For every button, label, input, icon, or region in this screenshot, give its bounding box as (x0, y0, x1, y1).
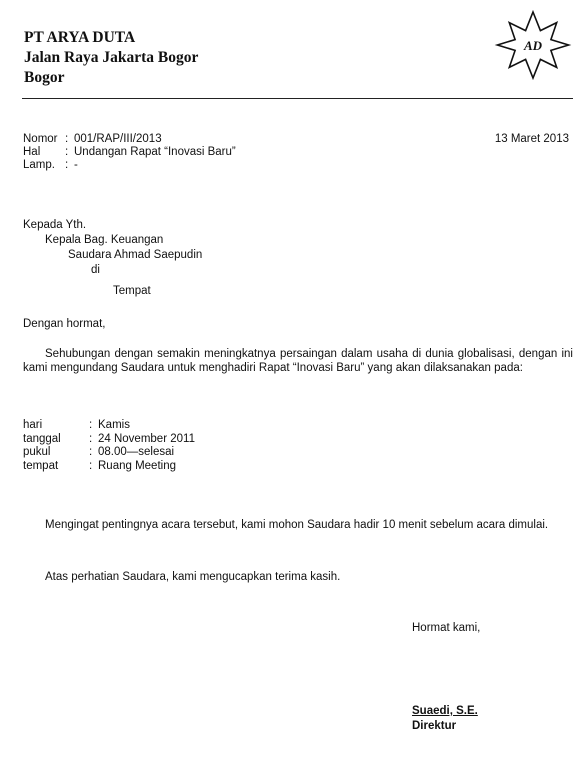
detail-row-hari: hari : Kamis (23, 419, 130, 431)
company-address-line2: Bogor (24, 69, 65, 86)
meta-hal: Hal : Undangan Rapat “Inovasi Baru” (23, 146, 236, 158)
meta-lamp: Lamp. : - (23, 159, 78, 171)
company-logo-star-icon (494, 10, 572, 80)
body-paragraph-3: Atas perhatian Saudara, kami mengucapkan terima kasih. (45, 571, 341, 583)
company-name: PT ARYA DUTA (24, 29, 136, 46)
hal-value: Undangan Rapat “Inovasi Baru” (74, 146, 236, 158)
header-divider (22, 98, 573, 99)
recipient-line5: Tempat (113, 285, 151, 297)
recipient-line1: Kepada Yth. (23, 219, 87, 231)
nomor-value: 001/RAP/III/2013 (74, 133, 162, 145)
closing-salutation: Hormat kami, (412, 622, 481, 634)
body-paragraph-1: Sehubungan dengan semakin meningkatnya persaingan dalam usaha di dunia globalisasi, dengan ini kami mengundang Saudara untuk menghadiri Rapat “Inovasi Baru” yang akan dilaksanakan pada: (23, 348, 573, 374)
recipient-line2: Kepala Bag. Keuangan (45, 234, 164, 246)
recipient-line4: di (91, 264, 100, 276)
nomor-label: Nomor (23, 133, 58, 145)
detail-row-tempat: tempat : Ruang Meeting (23, 459, 176, 472)
letter-meta (23, 132, 236, 171)
greeting: Dengan hormat, (23, 318, 106, 330)
letterhead (24, 28, 198, 88)
signer-title: Direktur (412, 720, 457, 732)
detail-row-tanggal: tanggal : 24 November 2011 (23, 432, 195, 445)
signer-name: Suaedi, S.E. (412, 705, 478, 717)
lamp-value: - (74, 159, 78, 171)
logo-text: AD (523, 38, 543, 53)
hal-label: Hal (23, 146, 41, 158)
event-details (23, 418, 195, 472)
letter-date: 13 Maret 2013 (494, 133, 569, 145)
detail-row-pukul: pukul : 08.00—selesai (23, 446, 175, 458)
body-paragraph-2: Mengingat pentingnya acara tersebut, kami mohon Saudara hadir 10 menit sebelum acara dimulai. (45, 519, 549, 531)
recipient-line3: Saudara Ahmad Saepudin (68, 249, 203, 261)
company-address-line1: Jalan Raya Jakarta Bogor (24, 49, 199, 66)
meta-nomor: Nomor : 001/RAP/III/2013 (23, 133, 162, 145)
lamp-label: Lamp. (23, 159, 55, 171)
